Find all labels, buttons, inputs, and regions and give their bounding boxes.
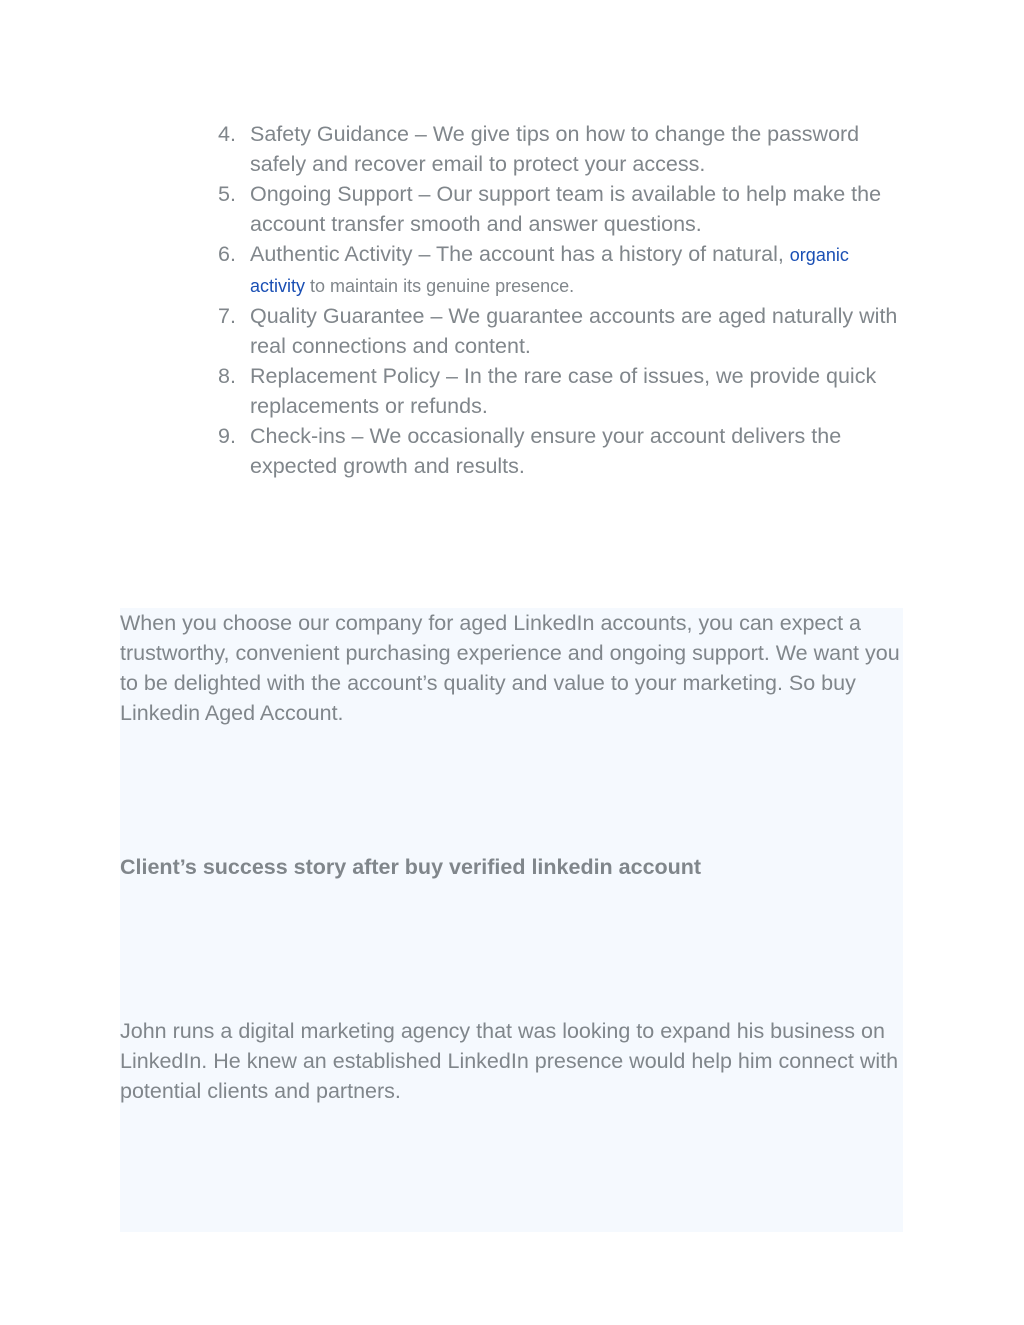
list-item-number: 7. <box>218 304 236 328</box>
list-item-text: Replacement Policy – In the rare case of issues, we provide quick replacements or refunds. <box>250 364 877 418</box>
list-item-text: Quality Guarantee – We guarantee accounts are aged naturally with real connections and content. <box>250 304 898 358</box>
list-item-number: 6. <box>218 242 236 266</box>
numbered-feature-list <box>218 119 908 481</box>
list-item <box>218 239 908 301</box>
list-item-text-continued: to maintain its genuine presence. <box>305 276 575 296</box>
organic-activity-link[interactable]: organic activity <box>250 245 849 296</box>
success-story-heading: Client’s success story after buy verified linkedin account <box>120 855 702 879</box>
list-item <box>218 361 908 421</box>
list-item <box>218 179 908 239</box>
success-story-paragraph: John runs a digital marketing agency that was looking to expand his business on LinkedIn. He knew an established LinkedIn presence would help him connect with potential clients and partners. <box>120 1019 899 1103</box>
list-item <box>218 119 908 179</box>
list-item-text: Authentic Activity – The account has a history of natural, <box>250 242 790 266</box>
list-item-text: Safety Guidance – We give tips on how to change the password safely and recover email to protect your access. <box>250 122 860 176</box>
list-item <box>218 421 908 481</box>
list-item-number: 9. <box>218 424 236 448</box>
list-item-number: 4. <box>218 122 236 146</box>
intro-paragraph: When you choose our company for aged LinkedIn accounts, you can expect a trustworthy, convenient purchasing experience and ongoing support. We want you to be delighted with the account’s quality and value to your marketing. So buy Linkedin Aged Account. <box>120 611 900 725</box>
list-item-text: Ongoing Support – Our support team is available to help make the account transfer smooth and answer questions. <box>250 182 882 236</box>
list-item-number: 8. <box>218 364 236 388</box>
list-item-text: Check-ins – We occasionally ensure your account delivers the expected growth and results. <box>250 424 842 478</box>
list-item-number: 5. <box>218 182 236 206</box>
list-item <box>218 301 908 361</box>
